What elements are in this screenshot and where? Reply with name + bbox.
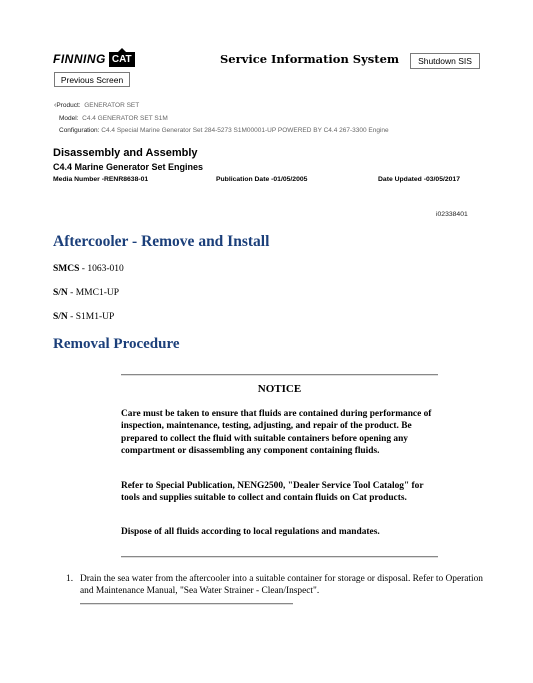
media-number: Media Number -RENR8638-01 bbox=[53, 176, 149, 183]
list-item bbox=[66, 573, 486, 598]
section-heading: Disassembly and Assembly bbox=[53, 147, 198, 159]
notice-paragraph-2: Refer to Special Publication, NENG2500, "Dealer Service Tool Catalog" for tools and supplies suitable to collect and contain fluids on Cat products. bbox=[121, 481, 424, 504]
product-label: Product: bbox=[56, 102, 81, 109]
step-underline bbox=[80, 603, 293, 605]
model-line bbox=[59, 115, 168, 122]
step-text: Drain the sea water from the aftercooler into a suitable container for storage or disposal. Refer to Operation and Maintenance Manual, "Sea Water Strainer - Clean/Inspect". bbox=[80, 574, 483, 597]
publication-date: Publication Date -01/05/2005 bbox=[216, 176, 308, 183]
configuration-label: Configuration: bbox=[59, 127, 100, 134]
configuration-value: C4.4 Special Marine Generator Set 284-5273 S1M00001-UP POWERED BY C4.4 267-3300 Engine bbox=[101, 127, 389, 134]
notice-title: NOTICE bbox=[257, 383, 302, 395]
previous-screen-button[interactable]: Previous Screen bbox=[54, 72, 130, 87]
finning-cat-logo bbox=[53, 49, 137, 69]
product-line bbox=[54, 102, 139, 109]
sn-line-1 bbox=[53, 288, 119, 298]
shutdown-sis-button[interactable]: Shutdown SIS bbox=[410, 53, 480, 69]
model-value: C4.4 GENERATOR SET S1M bbox=[82, 115, 168, 122]
document-id: i02338401 bbox=[436, 211, 468, 218]
notice-bottom-rule bbox=[121, 556, 438, 558]
sn2-label: S/N bbox=[53, 312, 68, 322]
page-title: Aftercooler - Remove and Install bbox=[53, 233, 270, 250]
sn-line-2 bbox=[53, 312, 114, 322]
sn2-value: - S1M1-UP bbox=[67, 312, 115, 322]
engine-heading: C4.4 Marine Generator Set Engines bbox=[53, 162, 204, 172]
step-number: 1. bbox=[66, 574, 74, 584]
logo-text: FINNING bbox=[53, 52, 106, 66]
product-value: GENERATOR SET bbox=[84, 102, 140, 109]
cat-badge: CAT bbox=[109, 52, 135, 67]
smcs-value: - 1063-010 bbox=[79, 264, 124, 274]
notice-top-rule bbox=[121, 374, 438, 376]
system-title: Service Information System bbox=[220, 52, 400, 66]
sn1-label: S/N bbox=[53, 288, 68, 298]
removal-heading: Removal Procedure bbox=[53, 336, 180, 352]
smcs-line bbox=[53, 264, 124, 274]
configuration-line bbox=[59, 127, 389, 134]
model-label: Model: bbox=[59, 115, 79, 122]
date-updated: Date Updated -03/05/2017 bbox=[378, 176, 460, 183]
back-chevron-icon[interactable]: ‹ bbox=[54, 102, 57, 109]
smcs-label: SMCS bbox=[53, 264, 80, 274]
notice-paragraph-1: Care must be taken to ensure that fluids are contained during performance of inspection, maintenance, testing, adjusting, and repair of the product. Be prepared to collect the fluid with suitable containers before opening any compartment or disassembling any component containing fluids. bbox=[121, 409, 432, 456]
notice-paragraph-3: Dispose of all fluids according to local regulations and mandates. bbox=[121, 527, 380, 537]
sn1-value: - MMC1-UP bbox=[67, 288, 119, 298]
